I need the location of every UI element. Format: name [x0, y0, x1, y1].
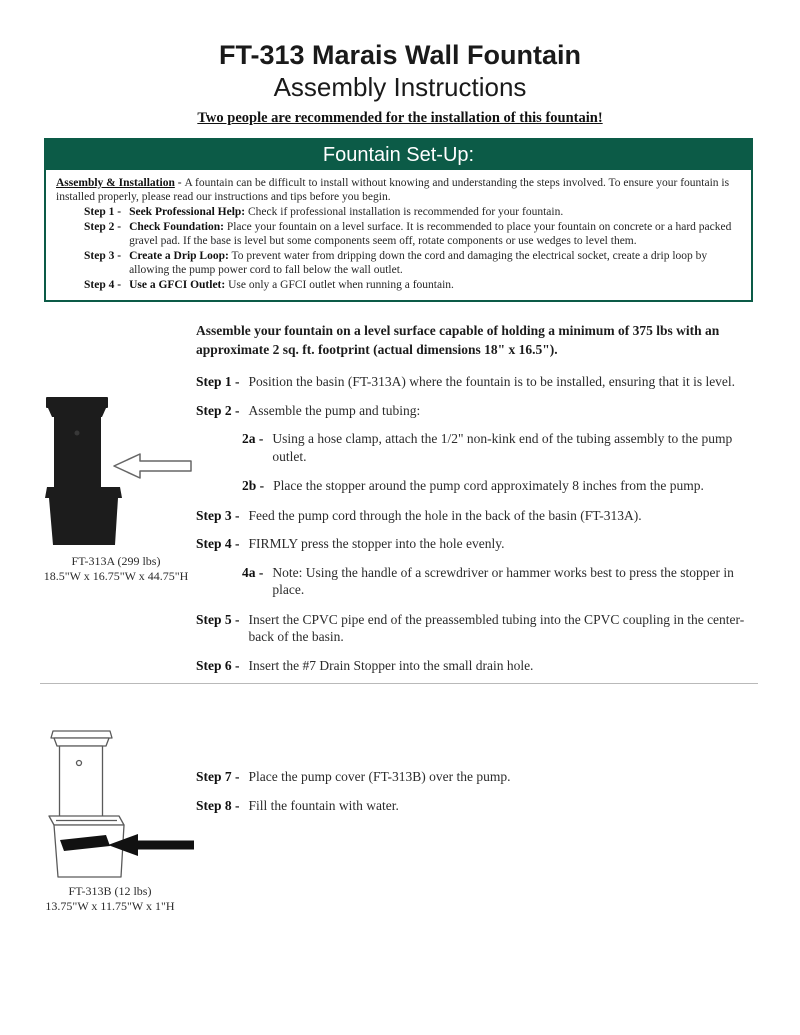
assembly-step: [196, 535, 758, 553]
step-text: Check if professional installation is recommended for your fountain.: [248, 206, 564, 218]
setup-intro-label: Assembly & Installation: [56, 177, 175, 189]
step-label: Seek Professional Help:: [129, 206, 246, 218]
figure-b-caption: [30, 884, 190, 914]
step-text: Using a hose clamp, attach the 1/2" non-kink end of the tubing assembly to the pump outlet.: [272, 431, 733, 464]
step-prefix: Step 7 -: [196, 769, 240, 784]
spout-hole: [75, 431, 80, 436]
setup-box-header: Fountain Set-Up:: [46, 140, 751, 170]
figure-a-caption: [36, 554, 196, 584]
fountain-setup-box: [44, 138, 753, 302]
assembly-step: [242, 477, 758, 495]
step-label: Check Foundation:: [129, 221, 224, 233]
step-text: Place the stopper around the pump cord approximately 8 inches from the pump.: [273, 478, 704, 493]
fountain-ft313b-illustration: [46, 727, 196, 879]
setup-box-body: [46, 170, 751, 300]
step-text: Note: Using the handle of a screwdriver or hammer works best to press the stopper in place.: [272, 564, 734, 597]
step-text: Place the pump cover (FT-313B) over the pump.: [248, 769, 511, 784]
step-label: Create a Drip Loop:: [129, 250, 229, 262]
fountain-ft313a-illustration: [45, 395, 123, 547]
step-prefix: Step 5 -: [196, 611, 240, 627]
step-prefix: Step 6 -: [196, 657, 240, 673]
assembly-instructions-column: [196, 321, 758, 685]
setup-intro: [56, 176, 741, 204]
figure-b-caption-dimensions: 13.75"W x 11.75"W x 1"H: [45, 899, 175, 913]
step-text: Fill the fountain with water.: [248, 797, 399, 813]
step-prefix: 4a -: [242, 564, 264, 580]
assembly-step: [196, 373, 758, 391]
step-body: [129, 249, 741, 277]
assembly-step: [196, 611, 758, 646]
step-number: Step 2 -: [84, 221, 122, 233]
setup-steps-list: [56, 205, 741, 292]
step-number: Step 1 -: [84, 206, 122, 218]
setup-intro-separator: -: [174, 177, 185, 189]
step-prefix: 2b -: [242, 478, 265, 493]
step-text: Assemble the pump and tubing:: [248, 402, 421, 418]
setup-step: [84, 220, 741, 248]
figure-b-caption-model: FT-313B (12 lbs): [68, 884, 152, 898]
step-text: Insert the CPVC pipe end of the preassembled tubing into the CPVC coupling in the center-back of the basin.: [248, 611, 745, 644]
page-title: FT-313 Marais Wall Fountain: [218, 40, 582, 70]
setup-step: [84, 249, 741, 277]
assembly-intro: Assemble your fountain on a level surface capable of holding a minimum of 375 lbs with an approximate 2 sq. ft. footprint (actual dimensions 18" x 16.5").: [196, 323, 720, 357]
setup-intro-text: A fountain can be difficult to install without knowing and understanding the steps involved. To ensure your fountain is installed properly, please read our instructions and tips before you begin.: [56, 177, 730, 203]
assembly-step: [196, 657, 758, 675]
step-number: Step 3 -: [84, 250, 122, 262]
step-prefix: Step 1 -: [196, 374, 240, 389]
section-divider: [40, 683, 758, 684]
step-body: [129, 220, 741, 248]
setup-step: [84, 278, 741, 292]
assembly-step: [196, 507, 758, 525]
step-text: Use only a GFCI outlet when running a fountain.: [228, 279, 454, 291]
step-body: [129, 205, 741, 219]
assembly-step: [196, 797, 758, 815]
page-subtitle: Assembly Instructions: [273, 72, 527, 102]
step-label: Use a GFCI Outlet:: [129, 279, 226, 291]
step-prefix: Step 2 -: [196, 402, 240, 418]
assembly-step: [242, 564, 758, 599]
figure-a-caption-model: FT-313A (299 lbs): [71, 554, 161, 568]
step-text: Feed the pump cord through the hole in the back of the basin (FT-313A).: [248, 507, 642, 523]
assembly-steps-list: [196, 373, 758, 674]
assembly-step: [196, 402, 758, 420]
step-prefix: Step 8 -: [196, 797, 240, 813]
final-steps-column: [196, 768, 758, 825]
step-text: Position the basin (FT-313A) where the fountain is to be installed, ensuring that it is level.: [248, 374, 736, 389]
setup-step: [84, 205, 741, 219]
step-prefix: 2a -: [242, 431, 264, 446]
document-header: [0, 40, 800, 127]
final-steps-list: [196, 768, 758, 814]
step-text: Insert the #7 Drain Stopper into the small drain hole.: [248, 657, 534, 673]
step-text: To prevent water from dripping down the cord and damaging the electrical socket, create a drip loop by allowing the pump power cord to fall below the wall outlet.: [129, 250, 708, 276]
figure-a-caption-dimensions: 18.5"W x 16.75"W x 44.75"H: [43, 569, 189, 583]
step-text: FIRMLY press the stopper into the hole evenly.: [248, 536, 505, 551]
step-prefix: Step 3 -: [196, 507, 240, 523]
step-number: Step 4 -: [84, 279, 122, 291]
step-text: Place your fountain on a level surface. It is recommended to place your fountain on concrete or a hard packed gravel pad. If the base is level but some components seem off, rotate components or use wedges to level them.: [129, 221, 732, 247]
assembly-step: [242, 430, 758, 465]
assembly-step: [196, 768, 758, 786]
two-person-warning: Two people are recommended for the installation of this fountain!: [197, 110, 603, 126]
step-body: [129, 278, 741, 292]
arrow-left-outline-icon: [113, 452, 193, 480]
step-prefix: Step 4 -: [196, 536, 240, 551]
